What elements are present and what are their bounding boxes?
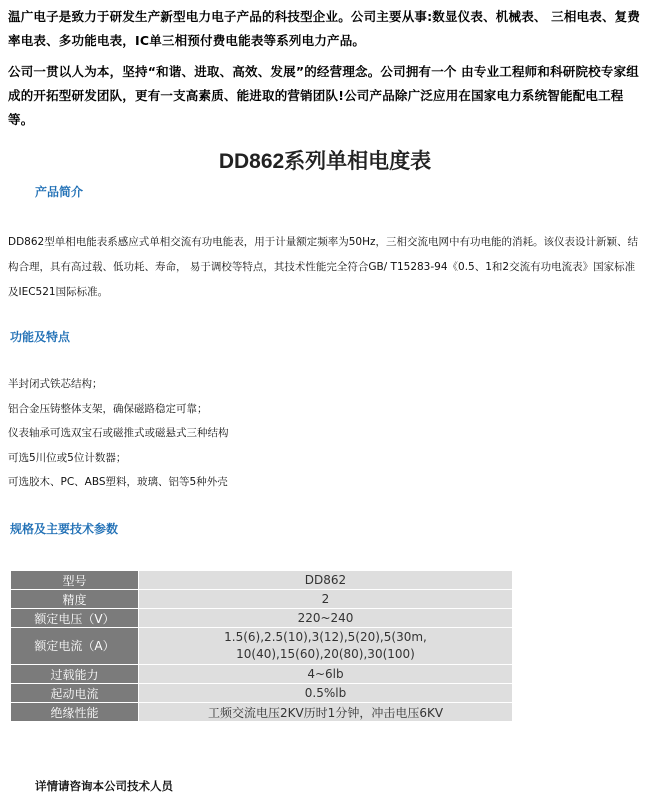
spec-label: 绝缘性能 [11, 703, 139, 722]
spec-label: 精度 [11, 590, 139, 609]
spec-value: 220~240 [139, 609, 513, 628]
spec-label: 额定电流（A） [11, 628, 139, 665]
table-row [11, 571, 513, 590]
page-title: DD862系列单相电度表 [218, 150, 432, 173]
spec-label: 额定电压（V） [11, 609, 139, 628]
spec-label: 起动电流 [11, 684, 139, 703]
product-description: DD862型单相电能表系感应式单相交流有功电能表，用于计量额定频率为50Hz，三相交流电网中有功电能的消耗。该仪表设计新颖、结构合理，具有高过载、低功耗、寿命， 易于调校等特点，其技术性能完全符合GB/ T15283-94《0.5、1和2交流有功电流表》国家标准及IEC521国际标准。 [8, 236, 638, 298]
section-heading-specs: 规格及主要技术参数 [10, 522, 119, 536]
table-row [11, 684, 513, 703]
table-row [11, 628, 513, 665]
table-row [11, 590, 513, 609]
intro-paragraph-1: 温广电子是致力于研发生产新型电力电子产品的科技型企业。公司主要从事:数显仪表、机械表、 三相电表、复费率电表、多功能电表，IC单三相预付费电能表等系列电力产品。 [8, 9, 641, 48]
feature-item: 铝合金压铸整体支架，确保磁路稳定可靠； [8, 402, 208, 415]
feature-item: 半封闭式铁芯结构； [8, 378, 103, 390]
spec-value [139, 628, 513, 665]
spec-label: 过载能力 [11, 665, 139, 684]
feature-item: 仪表轴承可选双宝石或磁推式或磁悬式三种结构 [8, 427, 229, 439]
spec-value: DD862 [139, 571, 513, 590]
spec-value: 0.5%lb [139, 684, 513, 703]
feature-item: 可选5川位或5位计数器； [8, 451, 127, 464]
table-row [11, 609, 513, 628]
spec-table [10, 570, 513, 722]
section-heading-features: 功能及特点 [10, 330, 71, 344]
spec-value: 4~6lb [139, 665, 513, 684]
spec-value-line: 10(40),15(60),20(80),30(100) [236, 647, 415, 661]
table-row [11, 703, 513, 722]
feature-item: 可选胶木、PC、ABS塑料，玻璃、铝等5种外壳 [8, 476, 228, 488]
intro-paragraph-2: 公司一贯以人为本，坚持“和谐、进取、高效、发展”的经营理念。公司拥有一个 由专业工程师和科研院校专家组成的开拓型研发团队，更有一支高素质、能进取的营销团队!公司产品除广泛应用在国家电力系统智能配电工程等。 [8, 64, 639, 127]
spec-value: 工频交流电压2KV历时1分钟，冲击电压6KV [139, 703, 513, 722]
section-heading-intro: 产品简介 [35, 185, 84, 199]
spec-value-line: 1.5(6),2.5(10),3(12),5(20),5(30m, [224, 630, 427, 644]
spec-label: 型号 [11, 571, 139, 590]
footer-note: 详情请咨询本公司技术人员 [35, 779, 173, 793]
spec-value: 2 [139, 590, 513, 609]
features-list [8, 372, 229, 495]
table-row [11, 665, 513, 684]
